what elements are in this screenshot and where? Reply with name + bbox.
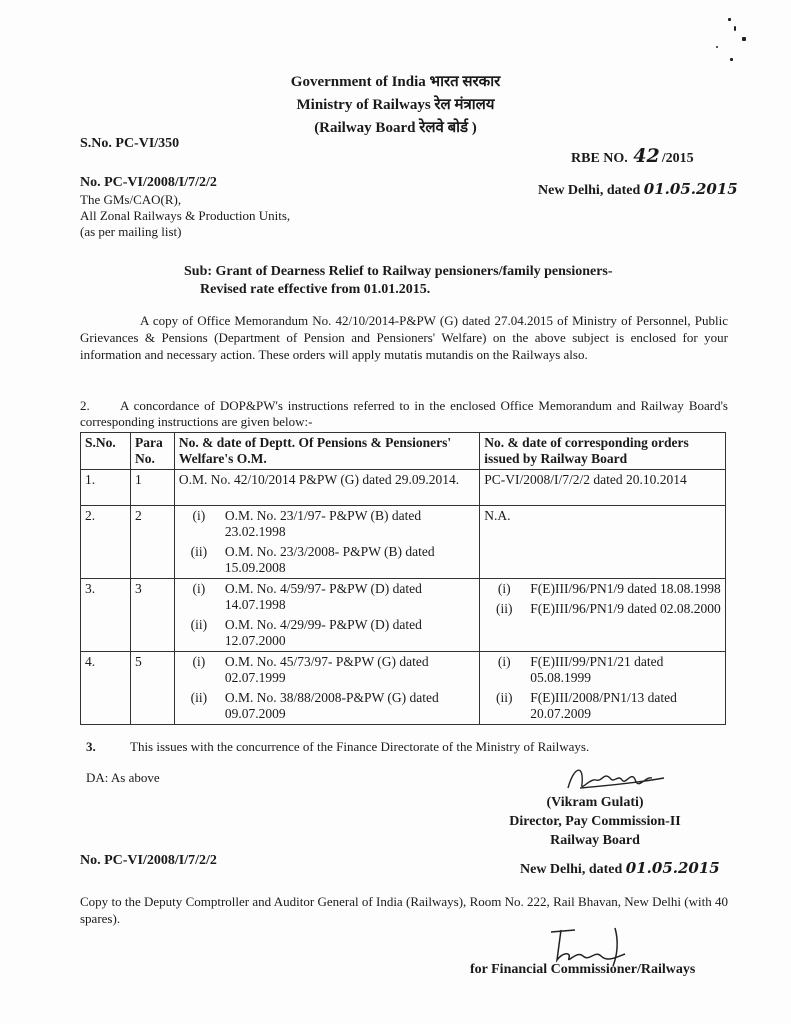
serial-number: S.No. PC-VI/350 <box>80 136 180 151</box>
table-row <box>81 652 726 725</box>
cell-sno: 1. <box>81 470 131 506</box>
rb-item-index: (i) <box>497 654 511 669</box>
rb-item-index: (ii) <box>496 601 513 616</box>
sign-off: for Financial Commissioner/Railways <box>470 962 696 977</box>
cell-sno: 3. <box>81 579 131 652</box>
letterhead-government: Government of India भारत सरकार <box>290 74 501 90</box>
om-item-index: (i) <box>192 508 206 523</box>
om-item-text: O.M. No. 23/3/2008- P&PW (B) dated 15.09.2008 <box>224 544 435 575</box>
copy-date <box>520 859 720 878</box>
cell-para: 2 <box>130 506 174 579</box>
paragraph-2-text: A concordance of DOP&PW's instructions referred to in the enclosed Office Memorandum and Railway Board's corresponding instructions are given below:- <box>80 398 728 429</box>
om-item-index: (i) <box>192 581 206 596</box>
om-item <box>179 654 475 686</box>
rb-item-text: F(E)III/96/PN1/9 dated 02.08.2000 <box>530 601 721 616</box>
addressee-line: All Zonal Railways & Production Units, <box>80 208 291 223</box>
rb-item <box>484 654 721 686</box>
rb-item-index: (i) <box>497 581 511 596</box>
signatory-designation: Director, Pay Commission-II <box>509 814 681 829</box>
rb-item <box>484 581 721 597</box>
cell-railway-board <box>480 579 726 652</box>
om-item-text: O.M. No. 4/59/97- P&PW (D) dated 14.07.1998 <box>224 581 422 612</box>
cell-om <box>174 652 479 725</box>
paragraph-1: A copy of Office Memorandum No. 42/10/2014-P&PW (G) dated 27.04.2015 of Ministry of Personnel, Public Grievances & Pensions (Department of Pension and Pensioners' Welfare) on the above subject is enclosed for your information and necessary action. These orders will apply mutatis mutandis on the Railways also. <box>80 313 728 362</box>
signatory-name: (Vikram Gulati) <box>546 795 644 810</box>
addressee-line: The GMs/CAO(R), <box>80 192 182 207</box>
cell-om <box>174 506 479 579</box>
rb-item-index: (ii) <box>496 690 513 705</box>
subject-line-2: Revised rate effective from 01.01.2015. <box>200 282 431 297</box>
letterhead <box>0 72 791 138</box>
addressee-block <box>80 192 290 240</box>
om-item-index: (ii) <box>190 617 208 632</box>
header-para: Para No. <box>130 433 174 470</box>
issue-date <box>538 180 738 199</box>
om-text: O.M. No. 42/10/2014 P&PW (G) dated 29.09.2014. <box>178 472 460 487</box>
signatory-block <box>480 793 710 850</box>
subject <box>184 263 613 299</box>
table-row <box>81 579 726 652</box>
om-item <box>179 690 475 722</box>
om-item-text: O.M. No. 45/73/97- P&PW (G) dated 02.07.1999 <box>224 654 429 685</box>
paragraph-3-number: 3. <box>86 739 96 754</box>
paragraph-2 <box>80 398 728 430</box>
paragraph-2-number: 2. <box>80 398 90 413</box>
letterhead-board: (Railway Board रेलवे बोर्ड ) <box>314 120 477 136</box>
rbe-handwritten-number: 42 <box>633 145 660 167</box>
issue-date-value: 01.05.2015 <box>643 180 738 198</box>
table-header-row <box>81 433 726 470</box>
copy-date-prefix: New Delhi, dated <box>520 862 623 877</box>
paragraph-3 <box>86 739 726 755</box>
om-item <box>179 508 475 540</box>
concordance-table <box>80 432 726 725</box>
signature-vikram-gulati <box>560 758 670 798</box>
header-sno: S.No. <box>81 433 131 470</box>
cell-sno: 4. <box>81 652 131 725</box>
issue-date-prefix: New Delhi, dated <box>538 183 641 198</box>
cell-para: 5 <box>130 652 174 725</box>
subject-line-1: Sub: Grant of Dearness Relief to Railway pensioners/family pensioners- <box>184 264 613 279</box>
signatory-office: Railway Board <box>550 833 640 848</box>
cell-para: 1 <box>130 470 174 506</box>
paragraph-3-text: This issues with the concurrence of the Finance Directorate of the Ministry of Railways. <box>130 739 590 754</box>
cell-sno: 2. <box>81 506 131 579</box>
rb-item <box>484 601 721 617</box>
rb-item <box>484 690 721 722</box>
header-om: No. & date of Deptt. Of Pensions & Pensioners' Welfare's O.M. <box>174 433 479 470</box>
om-item-index: (ii) <box>190 690 208 705</box>
file-number: No. PC-VI/2008/I/7/2/2 <box>80 175 217 190</box>
table-row <box>81 506 726 579</box>
cell-railway-board <box>480 506 726 579</box>
om-item-text: O.M. No. 23/1/97- P&PW (B) dated 23.02.1998 <box>224 508 422 539</box>
om-item-text: O.M. No. 4/29/99- P&PW (D) dated 12.07.2000 <box>224 617 422 648</box>
cell-om <box>174 579 479 652</box>
rbe-number <box>571 145 694 167</box>
rb-text: PC-VI/2008/I/7/2/2 dated 20.10.2014 <box>484 472 687 487</box>
om-item-index: (i) <box>192 654 206 669</box>
letterhead-ministry: Ministry of Railways रेल मंत्रालय <box>296 97 495 113</box>
om-item-index: (ii) <box>190 544 208 559</box>
rb-item-text: F(E)III/2008/PN1/13 dated 20.07.2009 <box>530 690 677 721</box>
om-item <box>179 544 475 576</box>
cell-railway-board <box>480 470 726 506</box>
cell-railway-board <box>480 652 726 725</box>
cell-om <box>174 470 479 506</box>
om-item <box>179 617 475 649</box>
om-item-text: O.M. No. 38/88/2008-P&PW (G) dated 09.07.2009 <box>224 690 439 721</box>
rb-item-text: F(E)III/99/PN1/21 dated 05.08.1999 <box>530 654 664 685</box>
header-railway-board: No. & date of corresponding orders issued by Railway Board <box>480 433 726 470</box>
rb-item-text: F(E)III/96/PN1/9 dated 18.08.1998 <box>530 581 721 596</box>
copy-date-value: 01.05.2015 <box>625 859 720 877</box>
rbe-suffix: /2015 <box>661 151 694 166</box>
copy-to-text: Copy to the Deputy Comptroller and Auditor General of India (Railways), Room No. 222, Rail Bhavan, New Delhi (with 40 spares). <box>80 894 728 926</box>
copy-file-number: No. PC-VI/2008/I/7/2/2 <box>80 853 217 868</box>
table-row <box>81 470 726 506</box>
enclosure-note: DA: As above <box>86 770 160 785</box>
rb-text: N.A. <box>484 508 511 523</box>
om-item <box>179 581 475 613</box>
rbe-prefix: RBE NO. <box>571 151 628 166</box>
addressee-line: (as per mailing list) <box>80 224 182 239</box>
cell-para: 3 <box>130 579 174 652</box>
